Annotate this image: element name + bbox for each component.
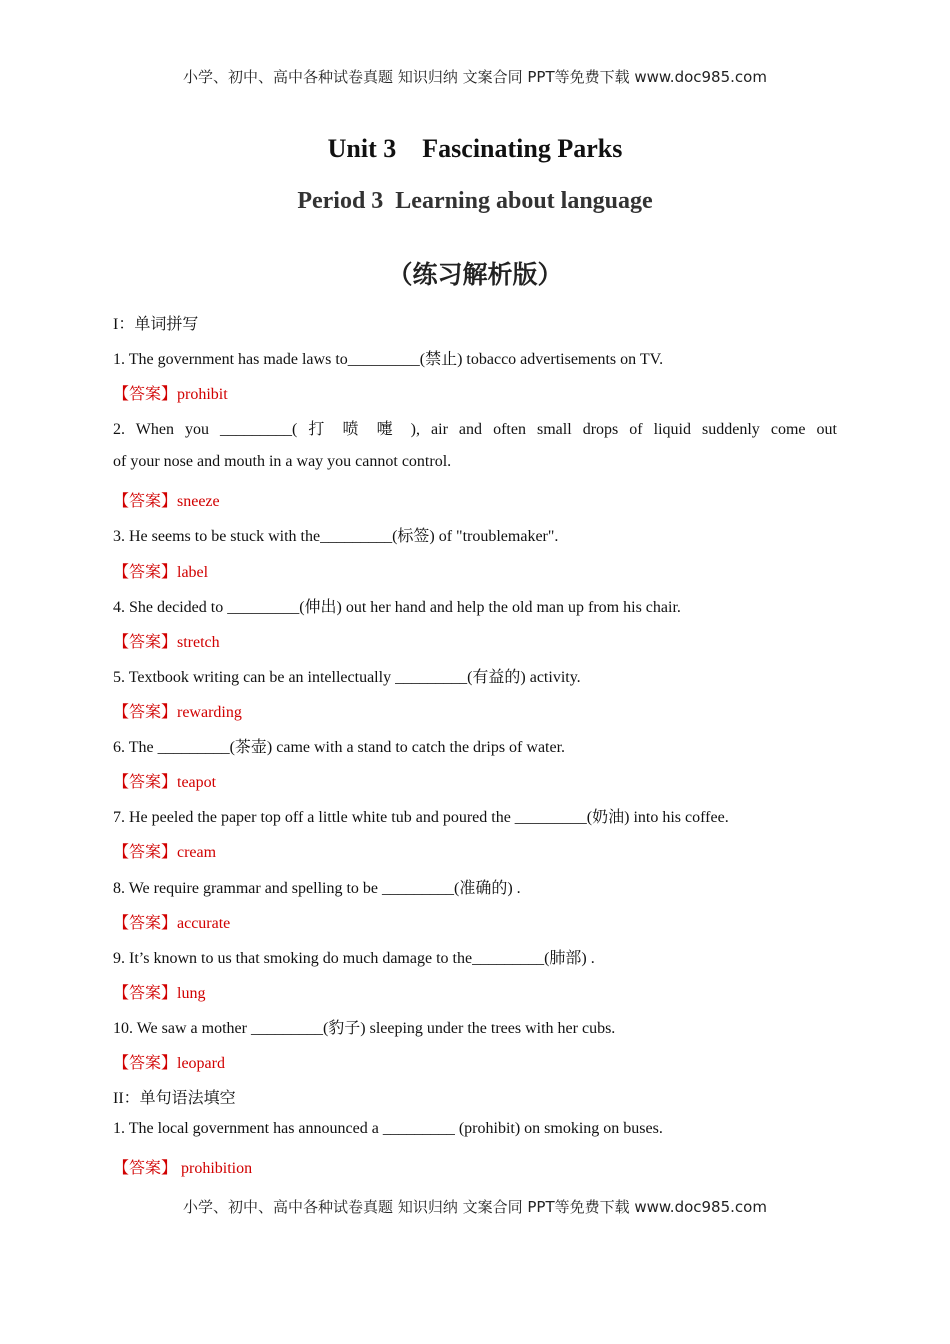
section-2-heading: II：单句语法填空 xyxy=(113,1090,236,1107)
question-5: 5. Textbook writing can be an intellectually _________(有益的) activity. xyxy=(113,669,581,686)
unit-title: Unit 3 Fascinating Parks xyxy=(327,134,623,163)
question-9: 9. It’s known to us that smoking do much damage to the_________(肺部) . xyxy=(113,950,595,967)
question-6: 6. The _________(茶壶) came with a stand to catch the drips of water. xyxy=(113,739,566,756)
answer-7: 【答案】cream xyxy=(113,844,217,861)
question-10: 10. We saw a mother _________(豹子) sleeping under the trees with her cubs. xyxy=(113,1020,616,1037)
answer-9: 【答案】lung xyxy=(113,985,206,1002)
question-7: 7. He peeled the paper top off a little white tub and poured the _________(奶油) into his coffee. xyxy=(113,809,729,826)
answer-2-1: 【答案】 prohibition xyxy=(113,1160,253,1177)
answer-2: 【答案】sneeze xyxy=(113,493,220,510)
answer-6: 【答案】teapot xyxy=(113,774,217,791)
question-2-line-1: 2. When you _________( 打 喷 嚏 ), air and often small drops of liquid suddenly come out xyxy=(113,421,837,438)
section-1-heading: I：单词拼写 xyxy=(113,316,199,333)
question-2-1: 1. The local government has announced a _________ (prohibit) on smoking on buses. xyxy=(113,1120,663,1137)
answer-10: 【答案】leopard xyxy=(113,1055,225,1072)
question-3: 3. He seems to be stuck with the_________(标签) of "troublemaker". xyxy=(113,528,559,545)
answer-3: 【答案】label xyxy=(113,564,209,581)
answer-5: 【答案】rewarding xyxy=(113,704,242,721)
answer-4: 【答案】stretch xyxy=(113,634,220,651)
question-4: 4. She decided to _________(伸出) out her hand and help the old man up from his chair. xyxy=(113,599,681,616)
question-8: 8. We require grammar and spelling to be _________(准确的) . xyxy=(113,880,521,897)
page-header: 小学、初中、高中各种试卷真题 知识归纳 文案合同 PPT等免费下载 www.doc985.com xyxy=(183,68,767,86)
answer-8: 【答案】accurate xyxy=(113,915,231,932)
question-2-line-2: of your nose and mouth in a way you cannot control. xyxy=(113,453,452,470)
subtitle: （练习解析版） xyxy=(387,260,563,289)
period-title: Period 3 Learning about language xyxy=(297,188,653,214)
question-1: 1. The government has made laws to_________(禁止) tobacco advertisements on TV. xyxy=(113,351,664,368)
page-footer: 小学、初中、高中各种试卷真题 知识归纳 文案合同 PPT等免费下载 www.doc985.com xyxy=(183,1198,767,1216)
answer-1: 【答案】prohibit xyxy=(113,386,228,403)
